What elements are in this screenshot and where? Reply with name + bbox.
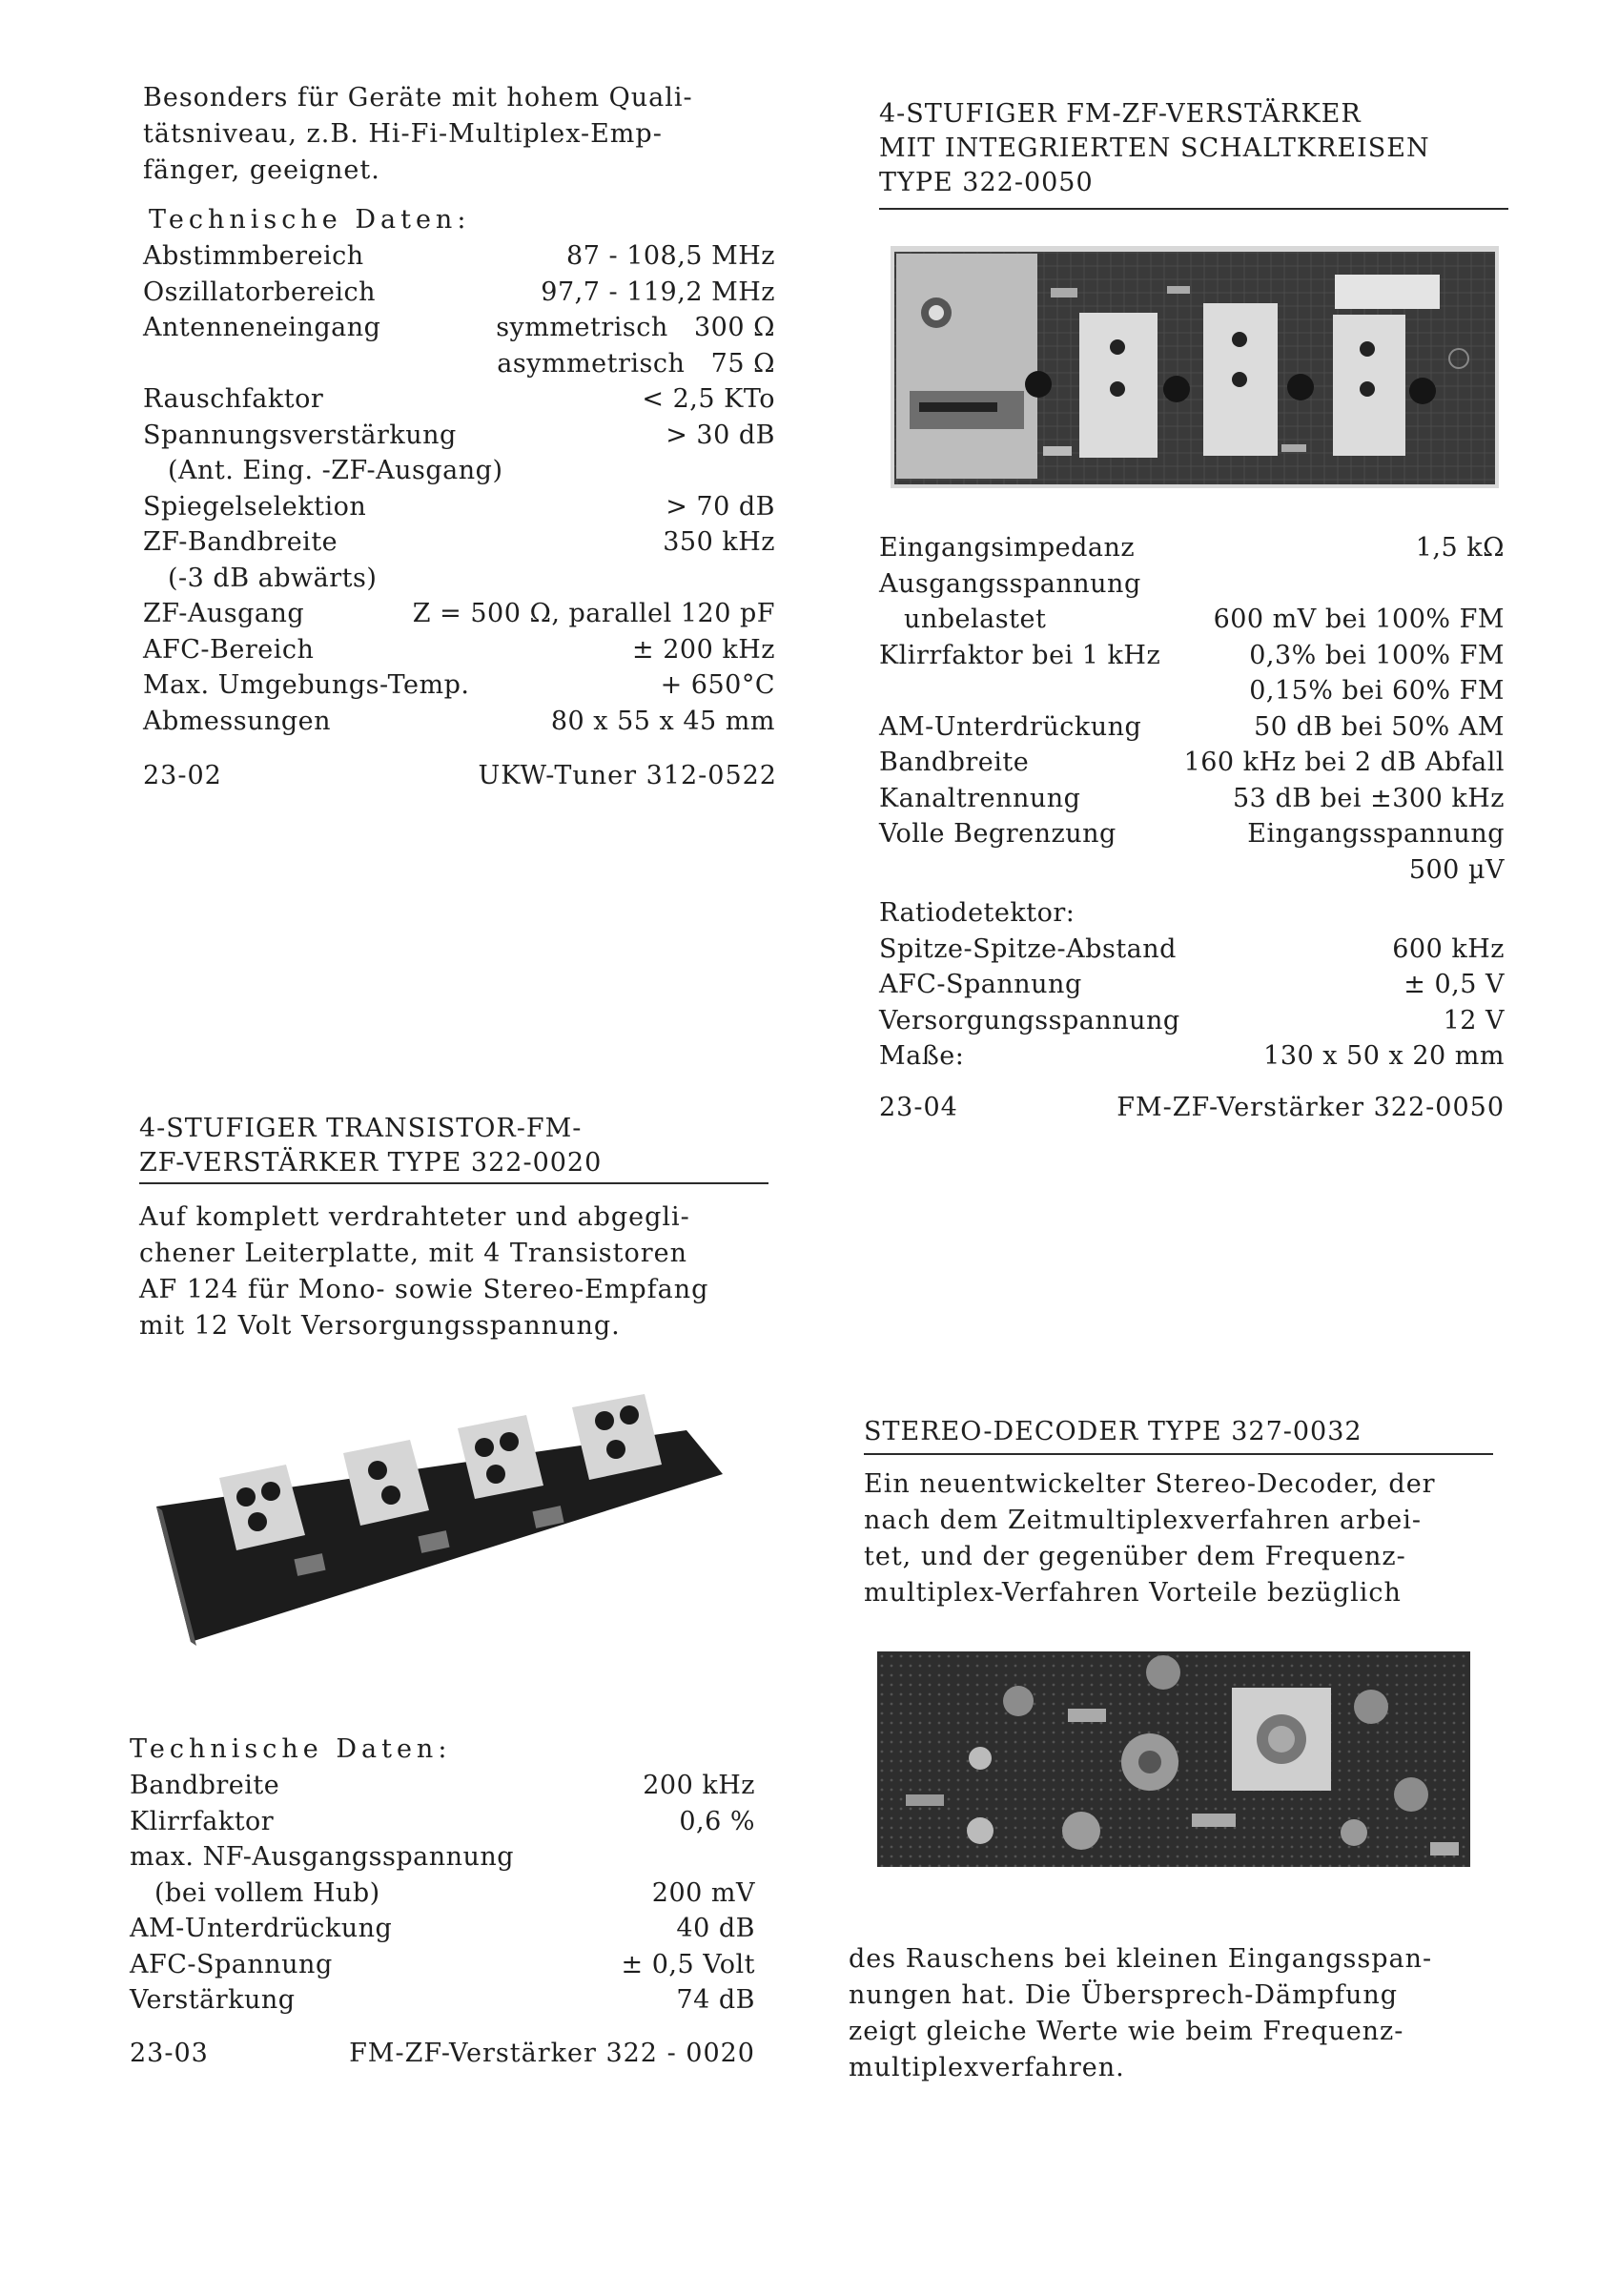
spec-row [143, 561, 775, 597]
spec-label: Bandbreite [879, 748, 1030, 777]
spec-label: unbelastet [904, 605, 1047, 634]
spec-row [143, 418, 775, 454]
spec-label: (bei vollem Hub) [154, 1877, 380, 1908]
heading-line: ZF-VERSTÄRKER TYPE 322-0020 [139, 1148, 603, 1178]
spec-label: Rauschfaktor [143, 384, 324, 414]
spec-label: Kanaltrennung [879, 783, 1081, 813]
heading-line: 4-STUFIGER TRANSISTOR-FM- [139, 1114, 583, 1143]
spec-value: 200 mV [651, 1877, 755, 1908]
spec-row [879, 709, 1505, 746]
spec-label: Max. Umgebungs-Temp. [143, 670, 470, 700]
text-line: AF 124 für Mono- sowie Stereo-Empfang [139, 1275, 709, 1304]
spec-value: 600 mV bei 100% FM [1213, 605, 1505, 634]
spec-row [130, 1947, 755, 1983]
spec-value: 1,5 kΩ [1415, 533, 1505, 563]
zf-ic-section [879, 97, 1508, 200]
spec-value: symmetrisch 300 Ω [496, 313, 775, 342]
text-line: des Rauschens bei kleinen Eingangsspan- [849, 1944, 1433, 1974]
spec-label: (-3 dB abwärts) [168, 563, 378, 593]
spec-label: Klirrfaktor [130, 1806, 275, 1836]
zf-tr-intro [139, 1199, 768, 1344]
spec-value: 600 kHz [1392, 933, 1505, 964]
spec-value: 500 µV [1408, 854, 1505, 885]
zf-tr-specs-heading: Technische Daten: [130, 1734, 452, 1764]
spec-label: Abmessungen [143, 706, 332, 736]
spec-value: Eingangsspannung [1247, 819, 1505, 849]
spec-label: Klirrfaktor bei 1 kHz [879, 640, 1161, 670]
spec-row [879, 566, 1505, 603]
spec-value: > 30 dB [666, 420, 775, 450]
spec-label: AFC-Spannung [879, 970, 1082, 999]
spec-value: 12 V [1443, 1005, 1505, 1035]
text-line: Auf komplett verdrahteter und abgegli- [139, 1202, 690, 1232]
spec-label: Spitze-Spitze-Abstand [879, 933, 1177, 964]
spec-value: Z = 500 Ω, parallel 120 pF [412, 599, 775, 628]
spec-row [879, 1003, 1505, 1039]
spec-row [130, 1768, 755, 1804]
spec-row [879, 932, 1505, 968]
footer-code: 23-02 [143, 761, 222, 790]
zf-tr-section [139, 1112, 768, 1180]
footer-title: UKW-Tuner 312-0522 [478, 761, 777, 790]
spec-row [143, 275, 775, 311]
spec-row [879, 781, 1505, 817]
heading-line: TYPE 322-0050 [879, 168, 1094, 197]
spec-row [879, 816, 1505, 852]
text-line: nach dem Zeitmultiplexverfahren arbei- [864, 1506, 1422, 1535]
spec-label: Spannungsverstärkung [143, 420, 457, 450]
spec-label: Abstimmbereich [143, 241, 364, 271]
spec-row [143, 381, 775, 418]
heading-line: MIT INTEGRIERTEN SCHALTKREISEN [879, 133, 1430, 163]
spec-label: Antenneneingang [143, 313, 381, 342]
spec-label: AM-Unterdrückung [130, 1914, 393, 1943]
decoder-heading-rule [864, 1453, 1493, 1455]
spec-row [143, 704, 775, 740]
spec-value: 130 x 50 x 20 mm [1263, 1041, 1505, 1071]
ratio-heading: Ratiodetektor: [879, 898, 1076, 928]
spec-row [879, 530, 1505, 566]
spec-value: ± 0,5 V [1403, 970, 1505, 999]
spec-label: Spiegelselektion [143, 491, 367, 522]
spec-value: 0,6 % [679, 1806, 755, 1836]
spec-label: ZF-Bandbreite [143, 527, 338, 557]
spec-row [143, 632, 775, 668]
spec-label: Maße: [879, 1041, 965, 1071]
spec-label: AM-Unterdrückung [879, 711, 1142, 742]
spec-label: Oszillatorbereich [143, 277, 377, 307]
spec-value: ± 0,5 Volt [621, 1949, 755, 1979]
spec-label: (Ant. Eing. -ZF-Ausgang) [168, 456, 503, 485]
zf-tr-heading-rule [139, 1182, 768, 1184]
spec-label: Bandbreite [130, 1771, 280, 1800]
spec-label: Volle Begrenzung [879, 819, 1117, 849]
spec-value: < 2,5 KTo [642, 384, 775, 414]
spec-label: max. NF-Ausgangsspannung [130, 1842, 515, 1872]
spec-value: > 70 dB [666, 491, 775, 522]
tuner-section [143, 80, 777, 794]
zf-ic-specs [879, 530, 1505, 1126]
footer-code: 23-04 [879, 1092, 958, 1122]
zf-ic-heading [879, 97, 1508, 200]
spec-row [143, 489, 775, 525]
tuner-spec-list [143, 238, 777, 739]
spec-label: Eingangsimpedanz [879, 533, 1136, 563]
spec-value: 74 dB [676, 1985, 755, 2015]
spec-row [143, 310, 775, 346]
spec-value: ± 200 kHz [632, 634, 775, 665]
spec-label: Ausgangsspannung [879, 568, 1141, 599]
spec-value: 40 dB [676, 1914, 755, 1943]
text-line: nungen hat. Die Übersprech-Dämpfung [849, 1980, 1399, 2010]
tuner-intro [143, 80, 777, 189]
spec-value: 80 x 55 x 45 mm [550, 706, 775, 736]
spec-value: 97,7 - 119,2 MHz [541, 277, 775, 307]
text-line: multiplex-Verfahren Vorteile bezüglich [864, 1578, 1402, 1608]
spec-value: + 650°C [660, 670, 775, 700]
zf-tr-board-photo [153, 1392, 725, 1650]
spec-row [143, 346, 775, 382]
spec-row [143, 524, 775, 561]
spec-label: Versorgungsspannung [879, 1005, 1180, 1035]
footer-title: FM-ZF-Verstärker 322-0050 [1117, 1092, 1505, 1122]
zf-ic-footer [879, 1090, 1505, 1126]
spec-value: 53 dB bei ±300 kHz [1233, 783, 1505, 813]
footer-title: FM-ZF-Verstärker 322 - 0020 [349, 2038, 755, 2068]
spec-row [143, 453, 775, 489]
spec-label: ZF-Ausgang [143, 599, 305, 628]
spec-row [879, 852, 1505, 889]
decoder-para-1 [864, 1466, 1493, 1611]
spec-label: Verstärkung [130, 1985, 296, 2015]
spec-value: 200 kHz [643, 1771, 755, 1800]
text-line: mit 12 Volt Versorgungsspannung. [139, 1311, 621, 1341]
text-line: zeigt gleiche Werte wie beim Frequenz- [849, 2017, 1404, 2046]
spec-row [143, 238, 775, 275]
decoder-para-2 [849, 1941, 1493, 2086]
spec-row [130, 1911, 755, 1947]
heading-line: 4-STUFIGER FM-ZF-VERSTÄRKER [879, 99, 1362, 129]
spec-row [879, 967, 1505, 1003]
spec-row [879, 673, 1505, 709]
text-line: tet, und der gegenüber dem Frequenz- [864, 1542, 1406, 1571]
spec-row [143, 596, 775, 632]
spec-row [143, 667, 775, 704]
spec-row [879, 745, 1505, 781]
text-line: Besonders für Geräte mit hohem Quali- [143, 83, 693, 113]
text-line: Ein neuentwickelter Stereo-Decoder, der [864, 1469, 1436, 1499]
spec-value: asymmetrisch 75 Ω [497, 348, 775, 379]
spec-value: 50 dB bei 50% AM [1254, 711, 1505, 742]
spec-row [130, 1804, 755, 1840]
spec-value: 87 - 108,5 MHz [566, 241, 775, 271]
zf-ic-board-photo [891, 246, 1499, 488]
text-line: chener Leiterplatte, mit 4 Transistoren [139, 1239, 688, 1268]
spec-value: 0,3% bei 100% FM [1249, 640, 1505, 670]
zf-tr-footer [130, 2036, 755, 2072]
spec-row [130, 1982, 755, 2019]
decoder-board-photo [877, 1651, 1470, 1867]
spec-row [879, 638, 1505, 674]
footer-code: 23-03 [130, 2038, 209, 2068]
spec-value: 350 kHz [663, 527, 775, 557]
tuner-specs-heading: Technische Daten: [149, 205, 471, 235]
tuner-footer [143, 758, 777, 794]
text-line: tätsniveau, z.B. Hi-Fi-Multiplex-Emp- [143, 119, 663, 149]
spec-label: AFC-Bereich [143, 634, 315, 665]
zf-ic-heading-rule [879, 208, 1508, 210]
decoder-heading: STEREO-DECODER TYPE 327-0032 [864, 1417, 1362, 1446]
spec-row [879, 602, 1505, 638]
text-line: multiplexverfahren. [849, 2053, 1125, 2082]
spec-row [130, 1839, 755, 1876]
zf-tr-specs [130, 1732, 755, 2072]
zf-tr-heading [139, 1112, 768, 1180]
spec-value: 160 kHz bei 2 dB Abfall [1183, 748, 1505, 777]
spec-value: 0,15% bei 60% FM [1249, 676, 1505, 706]
spec-row [879, 1038, 1505, 1075]
spec-row [130, 1876, 755, 1912]
text-line: fänger, geeignet. [143, 155, 380, 185]
spec-label: AFC-Spannung [130, 1949, 333, 1979]
